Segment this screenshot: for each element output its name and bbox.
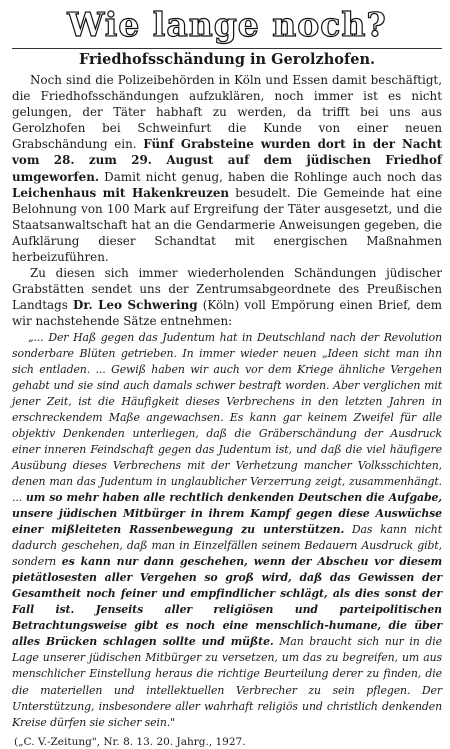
- paragraph-report-bold-1: Fünf Grabsteine wurden dort in der Nacht vom 28. zum 29. August auf dem jüdischen Friedhof umgeworfen.: [12, 137, 442, 184]
- quote-bold-1: um so mehr haben alle rechtlich denkenden Deutschen die Aufgabe, unsere jüdischen Mitbürger in ihrem Kampf gegen diese Auswüchse einer mißleiteten Rassenbewegung zu unterstützen.: [12, 490, 442, 537]
- paragraph-report-bold-2: Leichenhaus mit Hakenkreuzen: [12, 185, 230, 200]
- paragraph-letter-text-1: Zu diesen sich immer wiederholenden Schändungen jüdischer Grabstätten sendet uns der Zentrumsabgeordnete des Preußischen Landtags: [12, 266, 442, 313]
- subheadline: Friedhofsschändung in Gerolzhofen.: [12, 48, 442, 69]
- quote-bold-2: es kann nur dann geschehen, wenn der Abscheu vor diesem pietätlosesten aller Vergehen so groß wird, daß das Gewissen der Gesamtheit noch feiner und empfindlicher schlägt, als dies sonst der Fall ist. Jenseits aller religiösen und parteipolitischen Betrachtungsweise gibt es noch eine menschlich-humane, die über alles Brücken schlagen sollte und müßte.: [12, 555, 442, 649]
- quote-text-3: Man braucht sich nur in die Lage unserer jüdischen Mitbürger zu versetzen, um das zu begreifen, um aus menschlicher Einstellung heraus die richtige Beurteilung derer zu finden, die die materiellen und intellektuellen Verbrecher zu sein pflegen. Der Unterstützung, insbesondere aller wahrhaft religiös und christlich denkenden Kreise dürfen sie sicher sein.": [12, 635, 442, 729]
- paragraph-letter-text-2: (Köln) voll Empörung einen Brief, dem wir nachstehende Sätze entnehmen:: [12, 298, 442, 329]
- source-citation: („C. V.-Zeitung", Nr. 8. 13. 20. Jahrg., 1927.: [14, 735, 246, 748]
- paragraph-report: [12, 72, 442, 265]
- paragraph-report-text-2: Damit nicht genug, haben die Rohlinge auch noch das: [104, 169, 442, 184]
- quote-text-1: „... Der Haß gegen das Judentum hat in Deutschland nach der Revolution sonderbare Blüten getrieben. In immer wieder neuen „Ideen sicht man ihn sich entladen. ... Gewiß haben wir auch vor dem Kriege ähnliche Vergehen gehabt und sie sind auch damals schwer bestraft worden. Aber verglichen mit jener Zeit, ist die Häufigkeit dieses Verbrechens in den letzten Jahren in erschreckendem Maße angewachsen. Es kann gar keinem Zweifel für alle objektiv Denkenden unterliegen, daß die Gräberschändung der Ausdruck einer inneren Feindschaft gegen das Judentum ist, und daß die viel häufigere Ausübung dieses Verbrechens mit der Verhetzung mancher Volksschichten, denen man das Judentum in unglaublicher Verzerrung zeigt, zusammenhängt. ...: [12, 330, 442, 504]
- paragraph-letter-bold-1: Dr. Leo Schwering: [73, 298, 198, 313]
- headline: Wie lange noch?: [67, 5, 387, 44]
- paragraph-report-text-1: Noch sind die Polizeibehörden in Köln und Essen damit beschäftigt, die Friedhofsschändungen aufzuklären, noch immer ist es nicht gelungen, der Täter habhaft zu werden, da trifft bei uns aus Gerolzhofen bei Schweinfurt die Kunde von einer neuen Grabschändung ein.: [12, 73, 442, 152]
- quote-text-2: Das kann nicht dadurch geschehen, daß man in Einzelfällen seinem Bedauern Ausdruck gibt, sondern: [12, 523, 443, 569]
- paragraph-report-text-3: besudelt. Die Gemeinde hat eine Belohnung von 100 Mark auf Ergreifung der Täter ausgesetzt, und die Staatsanwaltschaft hat an die Gendarmerie Anweisungen gegeben, die Aufklärung dieser Schandtat mit energischen Maßnahmen herbeizuführen.: [12, 185, 443, 265]
- paragraph-letter-intro: [12, 265, 442, 329]
- quoted-letter: [12, 330, 442, 731]
